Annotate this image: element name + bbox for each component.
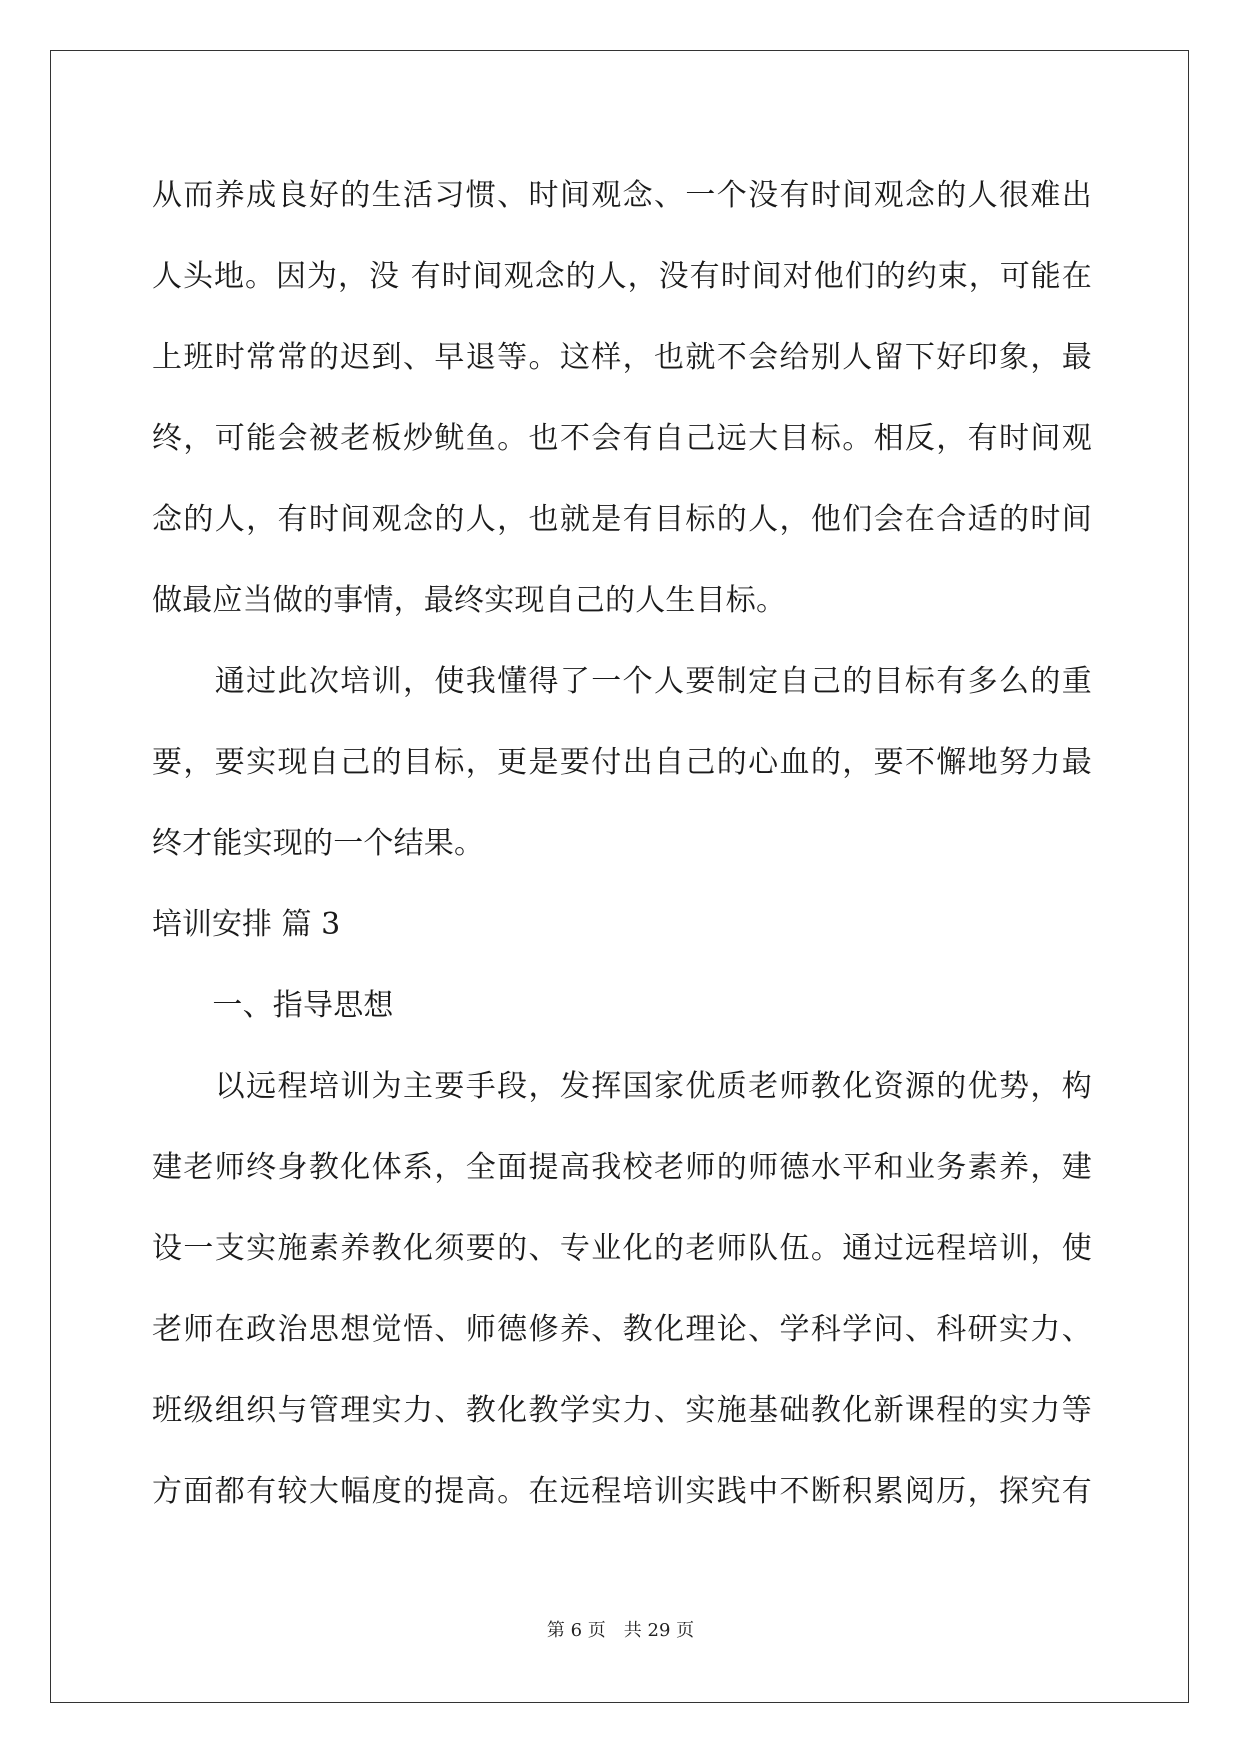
text-line: 上班时常常的迟到、早退等。这样，也就不会给别人留下好印象，最	[152, 340, 1092, 375]
text-line: 老师在政治思想觉悟、师德修养、教化理论、学科学问、科研实力、	[152, 1312, 1092, 1347]
page-number: 第 6 页 共 29 页	[546, 1620, 695, 1641]
text-line: 念的人，有时间观念的人，也就是有目标的人，他们会在合适的时间	[152, 502, 1092, 537]
text-line: 班级组织与管理实力、教化教学实力、实施基础教化新课程的实力等	[152, 1393, 1092, 1428]
text-line: 建老师终身教化体系，全面提高我校老师的师德水平和业务素养，建	[152, 1150, 1092, 1185]
text-line: 人头地。因为，没 有时间观念的人，没有时间对他们的约束，可能在	[152, 259, 1092, 294]
text-line: 以远程培训为主要手段，发挥国家优质老师教化资源的优势，构	[152, 1069, 1092, 1104]
text-line: 做最应当做的事情，最终实现自己的人生目标。	[152, 583, 787, 618]
text-line: 从而养成良好的生活习惯、时间观念、一个没有时间观念的人很难出	[152, 178, 1092, 213]
text-line: 终，可能会被老板炒鱿鱼。也不会有自己远大目标。相反，有时间观	[152, 421, 1092, 456]
text-line: 设一支实施素养教化须要的、专业化的老师队伍。通过远程培训，使	[152, 1231, 1092, 1266]
text-line: 要，要实现自己的目标，更是要付出自己的心血的，要不懈地努力最	[152, 745, 1092, 780]
text-line: 方面都有较大幅度的提高。在远程培训实践中不断积累阅历，探究有	[152, 1474, 1092, 1509]
document-body	[152, 155, 1092, 1532]
section-heading: 培训安排 篇 3	[152, 907, 341, 942]
text-line: 通过此次培训，使我懂得了一个人要制定自己的目标有多么的重	[152, 664, 1092, 699]
subsection-heading: 一、指导思想	[152, 988, 394, 1023]
text-line: 终才能实现的一个结果。	[152, 826, 485, 861]
